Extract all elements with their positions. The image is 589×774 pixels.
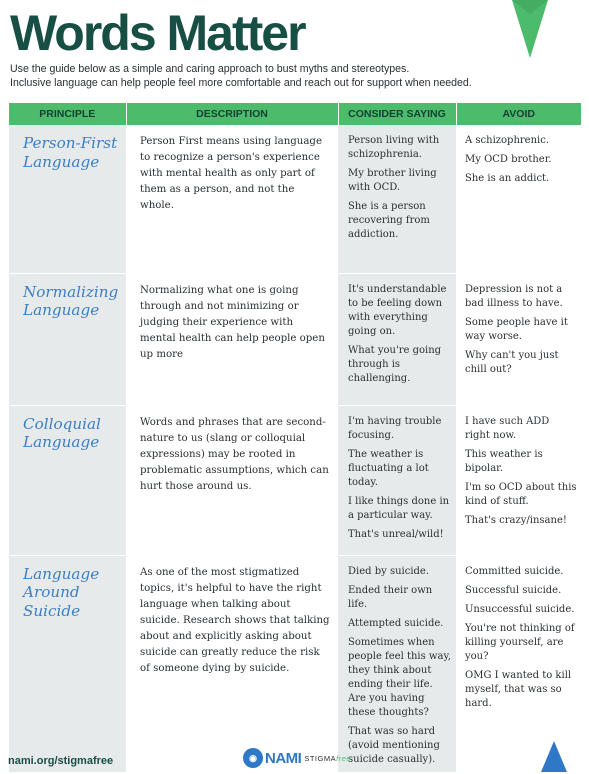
- table-row-suicide: [9, 555, 581, 772]
- avoid-item: You're not thinking of killing yourself, are you?: [465, 622, 575, 662]
- avoid-item: Successful suicide.: [465, 584, 562, 596]
- header-consider-saying: CONSIDER SAYING: [338, 103, 456, 125]
- description-cell: [126, 273, 338, 405]
- avoid-item: My OCD brother.: [465, 154, 552, 165]
- consider-item: She is a person recovering from addiction.: [348, 201, 430, 240]
- consider-item: What you're going through is challenging.: [348, 344, 442, 384]
- description-cell: [126, 405, 338, 555]
- consider-item: The weather is fluctuating a lot today.: [348, 448, 429, 488]
- principle-cell: [9, 405, 126, 555]
- description-text: Person First means using language to recognize a person's experience with mental health as only part of them as a person, and not the whole.: [140, 136, 322, 211]
- avoid-cell: [456, 125, 581, 273]
- header-principle: PRINCIPLE: [9, 103, 126, 125]
- consider-item: I'm having trouble focusing.: [348, 415, 442, 441]
- table-header-row: [9, 103, 581, 125]
- avoid-item: I have such ADD right now.: [465, 415, 550, 441]
- description-text: Words and phrases that are second-nature to us (slang or colloquial expressions) may be rooted in problematic assumptions, which can hurt those around us.: [140, 416, 329, 492]
- table-row-normalizing: [9, 273, 581, 405]
- principle-title: Language Around Suicide: [23, 564, 100, 620]
- consider-item: That was so hard (avoid mentioning suicide casually).: [348, 725, 440, 765]
- avoid-cell: [456, 273, 581, 405]
- consider-item: Ended their own life.: [348, 584, 433, 610]
- description-text: Normalizing what one is going through and not minimizing or judging their experience with mental health can help people open up more: [140, 284, 325, 360]
- principle-title: Colloquial Language: [23, 414, 101, 451]
- consider-item: Attempted suicide.: [348, 617, 444, 629]
- principle-title: Person-First Language: [23, 134, 118, 171]
- avoid-item: Unsuccessful suicide.: [465, 603, 575, 615]
- intro-text: [10, 62, 550, 90]
- principle-title: Normalizing Language: [23, 282, 119, 319]
- principle-cell: [9, 555, 126, 772]
- header-avoid: AVOID: [456, 103, 581, 125]
- avoid-item: Some people have it way worse.: [465, 316, 568, 342]
- consider-item: Sometimes when people feel this way, they think about ending their life. Are you having these thoughts?: [348, 636, 451, 718]
- avoid-item: Depression is not a bad illness to have.: [465, 283, 563, 309]
- nami-stigmafree-link[interactable]: nami.org/stigmafree: [8, 755, 114, 767]
- consider-cell: [338, 125, 456, 273]
- description-cell: [126, 125, 338, 273]
- intro-line-1: Use the guide below as a simple and caring approach to bust myths and stereotypes.: [10, 63, 410, 75]
- consider-item: That's unreal/wild!: [348, 528, 444, 540]
- principle-cell: [9, 273, 126, 405]
- consider-cell: [338, 273, 456, 405]
- avoid-item: I'm so OCD about this kind of stuff.: [465, 481, 577, 507]
- page-title: Words Matter: [10, 5, 305, 61]
- green-diamond-icon: [508, 0, 552, 58]
- consider-item: It's understandable to be feeling down with everything going on.: [348, 283, 447, 337]
- logo-stigma-text: STIGMA: [304, 753, 337, 763]
- consider-item: My brother living with OCD.: [348, 168, 437, 193]
- avoid-cell: [456, 555, 581, 772]
- principle-cell: [9, 125, 126, 273]
- avoid-item: Committed suicide.: [465, 565, 564, 577]
- header-description: DESCRIPTION: [126, 103, 338, 125]
- language-guide-table: [9, 103, 581, 773]
- table-row-person-first: [9, 125, 581, 273]
- logo-free-text: free: [336, 753, 352, 763]
- nami-logo-icon: ◉: [243, 748, 263, 768]
- avoid-item: OMG I wanted to kill myself, that was so hard.: [465, 669, 572, 709]
- nami-logo: [243, 748, 351, 768]
- consider-cell: [338, 555, 456, 772]
- description-text: As one of the most stigmatized topics, it's helpful to have the right language when talking about suicide. Research shows that talking about and explicitly asking about suicide can greatly reduce the risk of someone dying by suicide.: [140, 566, 330, 674]
- table-row-colloquial: [9, 405, 581, 555]
- consider-item: I like things done in a particular way.: [348, 495, 450, 521]
- avoid-item: A schizophrenic.: [465, 135, 550, 146]
- avoid-cell: [456, 405, 581, 555]
- intro-line-2: Inclusive language can help people feel more comfortable and reach out for support when needed.: [10, 77, 472, 89]
- avoid-item: Why can't you just chill out?: [465, 349, 559, 375]
- avoid-item: That's crazy/insane!: [465, 514, 567, 526]
- consider-cell: [338, 405, 456, 555]
- consider-item: Died by suicide.: [348, 565, 430, 577]
- consider-item: Person living with schizophrenia.: [348, 135, 440, 160]
- logo-wordmark: NAMI: [265, 749, 302, 767]
- blue-triangle-icon: [541, 741, 567, 772]
- logo-stigma: [304, 754, 351, 763]
- avoid-item: This weather is bipolar.: [465, 448, 543, 474]
- description-cell: [126, 555, 338, 772]
- avoid-item: She is an addict.: [465, 173, 550, 184]
